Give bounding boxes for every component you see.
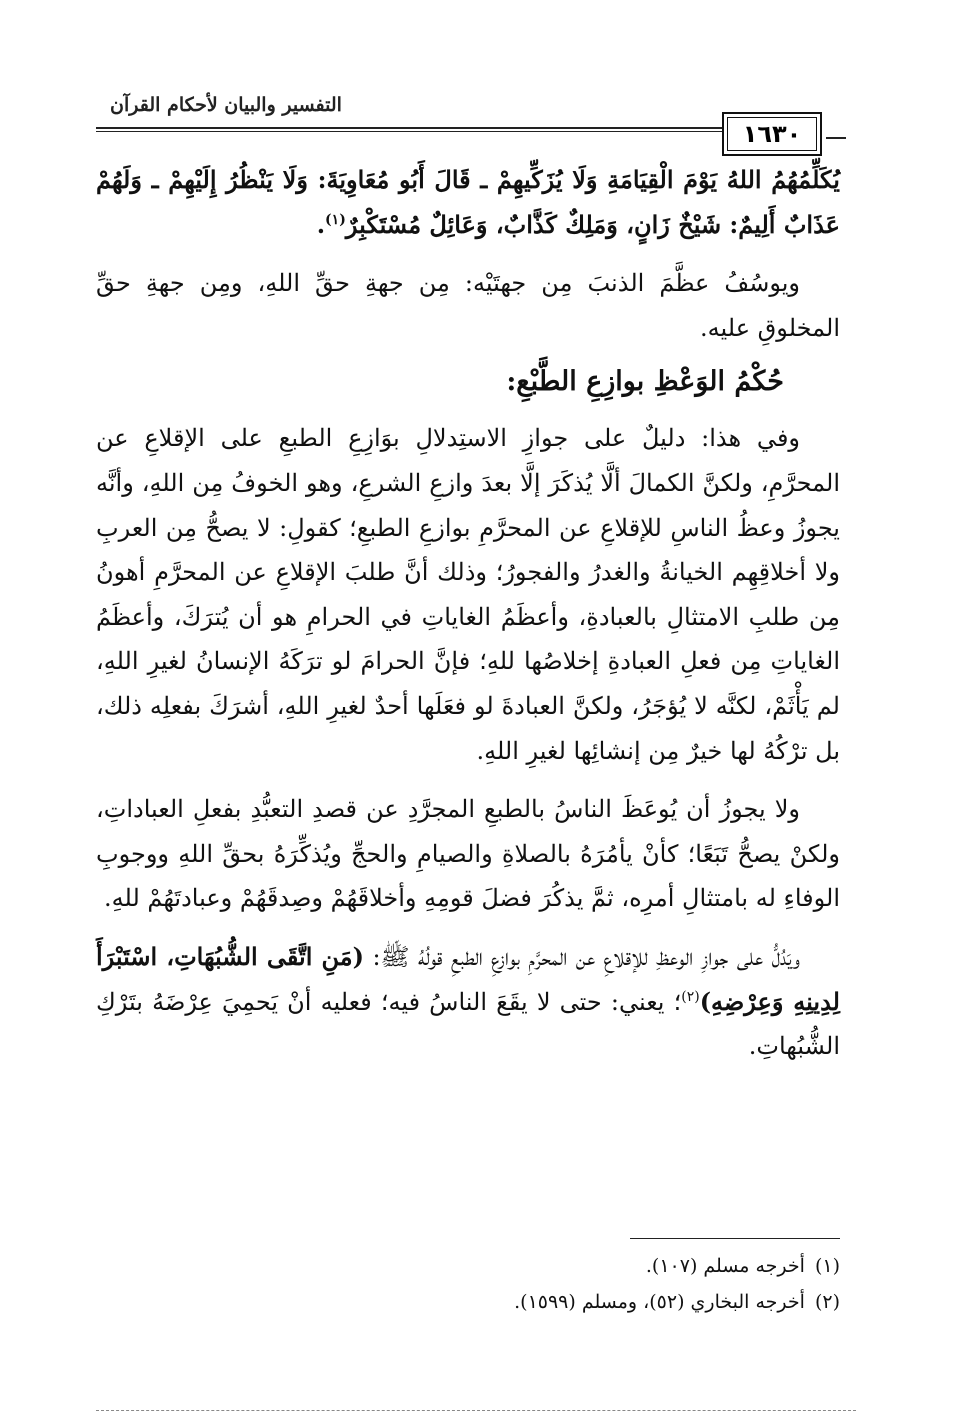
evidence-intro: ويَدُلُّ على جوازِ الوعظِ للإقلاعِ عن المحرَّمِ بوازعِ الطبعِ قولُهُ ﷺ: bbox=[372, 942, 800, 971]
worship-paragraph: ولا يجوزُ أن يُوعَظَ الناسُ بالطبعِ المجرَّدِ عن قصدِ التعبُّدِ بفعلِ العباداتِ، ولكنْ يصحُّ تَبَعًا؛ كأنْ يأمُرَهُ بالصلاةِ والصيامِ والحجِّ ويُذكِّرَهُ بحقِّ اللهِ ووجوبِ الوفاءِ له بامتثالِ أمرِه، ثمَّ يذكُرَ فضلَ قومِهِ وأخلاقَهُمْ وصِدقَهُمْ وعبادتَهُمْ للهِ. bbox=[96, 795, 840, 913]
footnote-ref-2: (٢) bbox=[681, 988, 700, 1005]
footnote-text: أخرجه مسلم (١٠٧). bbox=[645, 1255, 805, 1277]
footnote-number: (٢) bbox=[814, 1291, 840, 1313]
yusuf-paragraph: ويوسُفُ عظَّمَ الذنبَ مِن جهتَيْه: مِن جهةِ حقِّ اللهِ، ومِن جهةِ حقِّ المخلوقِ عليه. bbox=[96, 269, 840, 342]
evidence-end: ؛ يعني: حتى لا يقَعَ الناسُ فيه؛ فعليه أنْ يَحمِيَ عِرْضَهُ بتَرْكِ الشُّبُهاتِ. bbox=[96, 987, 840, 1061]
footnote-ref-1: (١) bbox=[325, 211, 346, 228]
hadith-quote-end: . bbox=[316, 209, 326, 239]
running-title: التفسير والبيان لأحكام القرآن bbox=[110, 94, 342, 116]
page-number: ١٦٣٠ bbox=[722, 112, 822, 156]
hadith-quote-paragraph bbox=[96, 158, 840, 247]
footnote-number: (١) bbox=[814, 1255, 840, 1277]
evidence-paragraph bbox=[96, 935, 840, 1069]
header-rule-thin bbox=[96, 131, 814, 132]
footnote-2 bbox=[140, 1284, 840, 1320]
footnote-text: أخرجه البخاري (٥٢)، ومسلم (١٥٩٩). bbox=[514, 1291, 805, 1313]
main-paragraph: وفي هذا: دليلٌ على جوازِ الاستِدلالِ بوَازِعِ الطبعِ على الإقلاعِ عن المحرَّمِ، ولكنَّ الكمالَ ألَّا يُذكَرَ إلَّا بعدَ وازعِ الشرعِ، وهو الخوفُ مِن اللهِ، وأنَّه يجوزُ وعظُ الناسِ للإقلاعِ عن المحرَّمِ بوازعِ الطبعِ؛ كقولِ: لا يصحُّ مِن العربِ ولا أخلاقِهِم الخيانةُ والغدرُ والفجورُ؛ وذلك أنَّ طلبَ الإقلاعِ عن المحرَّمِ أهونُ مِن طلبِ الامتثالِ بالعبادةِ، وأعظَمُ الغاياتِ في الحرامِ هو أن يُترَكَ، وأعظَمُ الغاياتِ مِن فعلِ العبادةِ إخلاصُها للهِ؛ فإنَّ الحرامَ لو ترَكَهُ الإنسانُ لغيرِ اللهِ، لم يَأْثَمْ، لكنَّه لا يُؤجَرُ، ولكنَّ العبادةَ لو فعَلَها أحدٌ لغيرِ اللهِ، أشرَكَ بفعلِه ذلك، بل ترْكُهُ لها خيرٌ مِن إنشائِها لغيرِ اللهِ. bbox=[96, 424, 840, 765]
evidence-hadith: (مَنِ اتَّقَى الشُّبُهَاتِ، اسْتَبْرَأَ لِدِينِهِ وَعِرْضِهِ) bbox=[96, 941, 840, 1016]
header-rule bbox=[96, 127, 814, 129]
footnotes bbox=[140, 1248, 840, 1320]
hadith-quote-text: يُكَلِّمُهُمُ اللهُ يَوْمَ الْقِيَامَةِ وَلَا يُزَكِّيهِمْ ـ قَالَ أَبُو مُعَاوِيَةَ: وَلَا يَنْظُرُ إِلَيْهِمْ ـ وَلَهُمْ عَذَابٌ أَلِيمٌ: شَيْخٌ زَانٍ، وَمَلِكٌ كَذَّابٌ، وَعَائِلٌ مُسْتَكْبِرٌ bbox=[96, 165, 840, 239]
footnote-1 bbox=[140, 1248, 840, 1284]
footnote-divider bbox=[630, 1238, 840, 1239]
section-heading: حُكْمُ الوَعْظِ بوازِعِ الطَّبْعِ: bbox=[506, 366, 784, 398]
bottom-rule bbox=[96, 1410, 856, 1411]
page-body bbox=[96, 158, 840, 1069]
header-rule-right bbox=[826, 137, 846, 139]
